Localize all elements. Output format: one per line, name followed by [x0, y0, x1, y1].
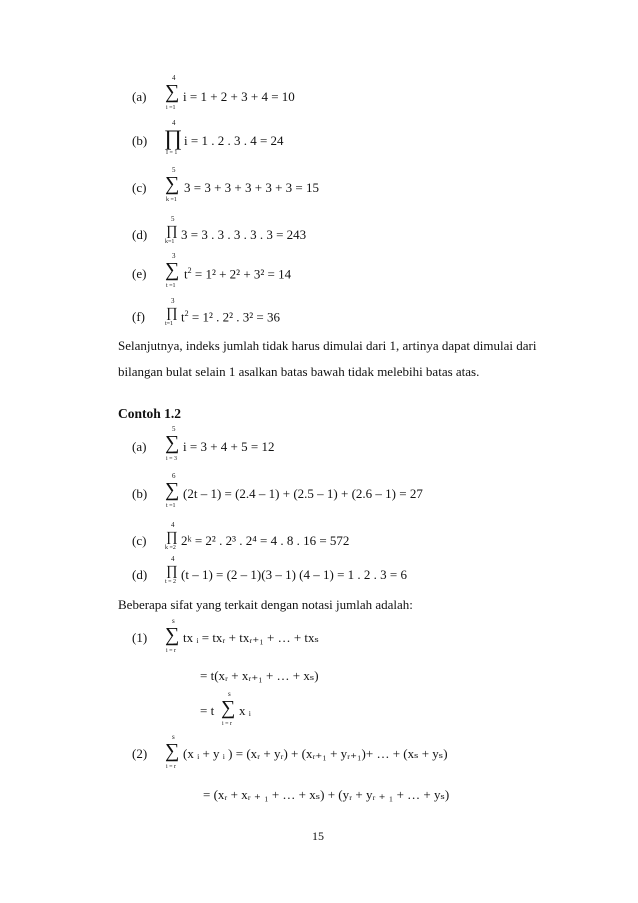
item-label-a: (a): [132, 439, 147, 454]
lower-limit: t = 2: [165, 579, 177, 585]
item-label-b: (b): [132, 486, 148, 501]
upper-limit: 3: [172, 252, 176, 260]
item-label-e: (e): [132, 266, 147, 281]
sum-operator: ∑: [165, 740, 180, 762]
upper-limit: 5: [172, 425, 176, 433]
item-label-c: (c): [132, 533, 147, 548]
lower-limit: k=1: [165, 239, 175, 245]
sum-operator: ∑: [165, 81, 180, 103]
sum-operator: ∑: [165, 624, 180, 646]
sum-operator: ∑: [165, 173, 180, 195]
page-number: 15: [312, 829, 324, 843]
upper-limit: 5: [171, 215, 175, 223]
formula-c: 2ᵏ = 2² . 2³ . 2⁴ = 4 . 8 . 16 = 572: [181, 533, 350, 548]
property-2-line2: = (xᵣ + xᵣ ₊ ₁ + … + xₛ) + (yᵣ + yᵣ ₊ ₁ + … + yₛ): [203, 787, 450, 802]
lower-limit: i = 3: [166, 456, 178, 462]
product-operator: ∏: [166, 306, 178, 321]
product-operator: ∏: [164, 125, 183, 150]
lower-limit: t =1: [166, 503, 176, 509]
formula-b: (2t – 1) = (2.4 – 1) + (2.5 – 1) + (2.6 – 1) = 27: [183, 486, 423, 501]
property-1-line3-suffix: x ᵢ: [239, 703, 251, 718]
property-label-1: (1): [132, 630, 148, 645]
upper-limit: 5: [172, 166, 176, 174]
item-label-a: (a): [132, 89, 147, 104]
formula-a: i = 3 + 4 + 5 = 12: [183, 439, 275, 454]
sum-operator: ∑: [165, 432, 180, 454]
item-label-d: (d): [132, 567, 148, 582]
formula-c: 3 = 3 + 3 + 3 + 3 + 3 = 15: [184, 180, 319, 195]
formula-d: (t – 1) = (2 – 1)(3 – 1) (4 – 1) = 1 . 2 . 3 = 6: [181, 567, 407, 582]
paragraph-line: Selanjutnya, indeks jumlah tidak harus dimulai dari 1, artinya dapat dimulai dari: [118, 338, 537, 353]
lower-limit: i =1: [166, 105, 176, 111]
item-label-b: (b): [132, 133, 148, 148]
upper-limit: 4: [172, 74, 176, 82]
upper-limit: s: [228, 690, 231, 698]
property-1-line1: tx ᵢ = txᵣ + txᵣ₊₁ + … + txₛ: [183, 630, 319, 645]
section-heading: Contoh 1.2: [118, 406, 182, 421]
lower-limit: t=1: [165, 321, 174, 327]
upper-limit: s: [172, 733, 175, 741]
property-1-line3-prefix: = t: [200, 703, 215, 718]
upper-limit: 4: [172, 119, 176, 127]
lower-limit: i = r: [166, 648, 177, 654]
formula-b: i = 1 . 2 . 3 . 4 = 24: [184, 133, 284, 148]
lower-limit: I = 1: [166, 150, 178, 156]
item-label-c: (c): [132, 180, 147, 195]
upper-limit: 4: [171, 555, 175, 563]
product-operator: ∏: [166, 564, 178, 579]
item-label-f: (f): [132, 309, 145, 324]
property-label-2: (2): [132, 746, 148, 761]
upper-limit: s: [172, 617, 175, 625]
property-1-line2: = t(xᵣ + xᵣ₊₁ + … + xₛ): [200, 668, 319, 683]
property-2-line1: (x ᵢ + y ᵢ ) = (xᵣ + yᵣ) + (xᵣ₊₁ + yᵣ₊₁)+ … + (xₛ + yₛ): [183, 746, 448, 761]
lower-limit: k =1: [166, 197, 177, 203]
lower-limit: t =1: [166, 283, 176, 289]
upper-limit: 6: [172, 472, 176, 480]
formula-f: $t^2 = 1^2$ . 2² . 3² = 36: [181, 309, 280, 325]
sum-operator: ∑: [221, 697, 236, 719]
product-operator: ∏: [166, 224, 178, 239]
sum-operator: ∑: [165, 259, 180, 281]
lower-limit: k =2: [165, 545, 176, 551]
upper-limit: 3: [171, 297, 175, 305]
lower-limit: i = r: [166, 764, 177, 770]
upper-limit: 4: [171, 521, 175, 529]
formula-a: i = 1 + 2 + 3 + 4 = 10: [183, 89, 295, 104]
lower-limit: i = r: [222, 721, 233, 727]
formula-d: 3 = 3 . 3 . 3 . 3 . 3 = 243: [181, 227, 307, 242]
sum-operator: ∑: [165, 479, 180, 501]
paragraph-line: bilangan bulat selain 1 asalkan batas bawah tidak melebihi batas atas.: [118, 364, 480, 379]
paragraph-line: Beberapa sifat yang terkait dengan notasi jumlah adalah:: [118, 597, 413, 612]
item-label-d: (d): [132, 227, 148, 242]
formula-e: $t^2 = 1^2 + 2^2 + 3^2 = 14$: [184, 266, 292, 282]
product-operator: ∏: [166, 530, 178, 545]
